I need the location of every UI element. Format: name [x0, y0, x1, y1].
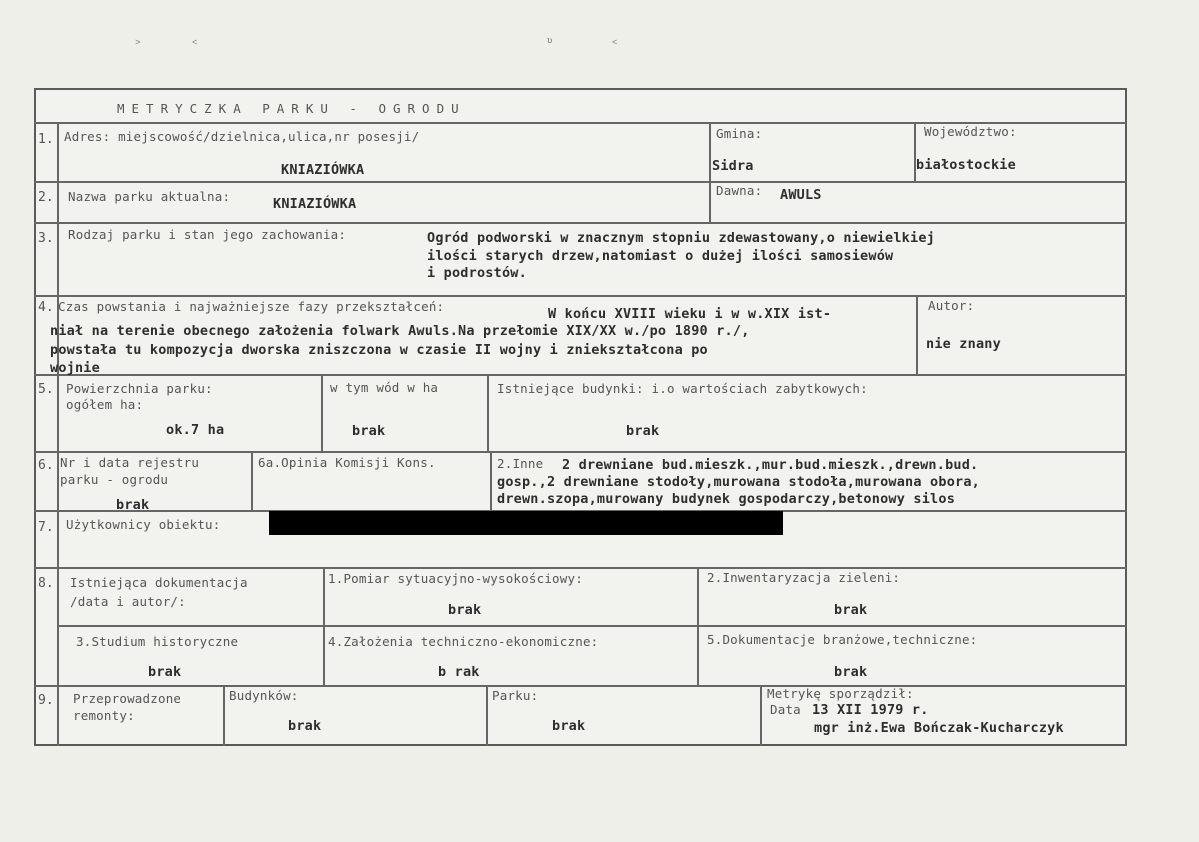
other-value-line1: 2 drewniane bud.mieszk.,mur.bud.mieszk.,drewn.bud. [562, 457, 979, 473]
voivodeship-label: Województwo: [924, 124, 1017, 139]
water-value: brak [352, 423, 386, 439]
history-value-line1: W końcu XVIII wieku i w w.XIX ist- [548, 306, 832, 322]
row-divider [58, 625, 1127, 627]
row-number: 1. [38, 132, 54, 147]
other-label: 2.Inne [497, 456, 544, 471]
former-name-label: Dawna: [716, 183, 763, 198]
paper-mark: ʋ [547, 36, 553, 46]
survey-label: 1.Pomiar sytuacyjno-wysokościowy: [328, 571, 583, 586]
col-divider [709, 122, 711, 181]
paper-mark: ˃ [135, 38, 141, 48]
history-value-line2: niał na terenie obecnego założenia folwark Awuls.Na przełomie XIX/XX w./po 1890 r./, [50, 323, 750, 339]
gmina-label: Gmina: [716, 126, 763, 141]
park-type-value-line2: ilości starych drzew,natomiast o dużej ilości samosiewów [427, 248, 894, 264]
row-number: 9. [38, 693, 54, 708]
row-divider [34, 685, 1127, 687]
water-label: w tym wód w ha [330, 380, 439, 395]
prepared-by-value: mgr inż.Ewa Bończak-Kucharczyk [814, 720, 1064, 736]
col-divider [916, 295, 918, 374]
users-label: Użytkownicy obiektu: [66, 517, 221, 532]
renovations-label-2: remonty: [73, 708, 135, 723]
number-column-divider [57, 122, 59, 746]
row-number: 7. [38, 520, 54, 535]
row-number: 5. [38, 382, 54, 397]
row-divider [34, 451, 1127, 453]
register-value: brak [116, 497, 150, 513]
author-label: Autor: [928, 298, 975, 313]
register-label-2: parku - ogrodu [60, 472, 169, 487]
paper-mark: ˂ [192, 38, 198, 48]
col-divider [487, 374, 489, 451]
documentation-label-2: /data i autor/: [70, 594, 186, 609]
row-divider [34, 222, 1127, 224]
col-divider [760, 685, 762, 746]
historical-study-label: 3.Studium historyczne [76, 634, 239, 649]
former-name-value: AWULS [780, 187, 822, 203]
park-name-value: KNIAZIÓWKA [273, 196, 357, 212]
greenery-inventory-label: 2.Inwentaryzacja zieleni: [707, 570, 901, 585]
row-number: 4. [38, 300, 54, 315]
col-divider [486, 685, 488, 746]
col-divider [251, 451, 253, 510]
buildings-renovation-label: Budynków: [229, 688, 299, 703]
renovations-label-1: Przeprowadzone [73, 691, 182, 706]
other-value-line3: drewn.szopa,murowany budynek gospodarczy,betonowy silos [497, 491, 956, 507]
sector-documentation-value: brak [834, 664, 868, 680]
row-number: 3. [38, 231, 54, 246]
technical-assumptions-value: b rak [438, 664, 480, 680]
voivodeship-value: białostockie [916, 157, 1016, 173]
park-name-label: Nazwa parku aktualna: [68, 189, 231, 204]
gmina-value: Sidra [712, 158, 754, 174]
area-value: ok.7 ha [166, 422, 225, 438]
col-divider [490, 451, 492, 510]
date-label: Data [770, 702, 801, 717]
row-divider [34, 295, 1127, 297]
park-type-value-line1: Ogród podworski w znacznym stopniu zdewastowany,o niewielkiej [427, 230, 935, 246]
form-title: METRYCZKA PARKU - OGRODU [117, 101, 466, 116]
documentation-label-1: Istniejąca dokumentacja [70, 575, 248, 590]
park-type-label: Rodzaj parku i stan jego zachowania: [68, 227, 347, 242]
park-renovation-value: brak [552, 718, 586, 734]
prepared-by-label: Metrykę sporządził: [767, 686, 914, 701]
row-divider [34, 567, 1127, 569]
row-divider [34, 374, 1127, 376]
col-divider [321, 374, 323, 451]
paper-mark: ˂ [612, 38, 618, 48]
buildings-renovation-value: brak [288, 718, 322, 734]
register-label-1: Nr i data rejestru [60, 455, 200, 470]
row-number: 2. [38, 190, 54, 205]
buildings-value: brak [626, 423, 660, 439]
col-divider [709, 181, 711, 222]
address-value: KNIAZIÓWKA [281, 162, 365, 178]
row-number: 6. [38, 458, 54, 473]
col-divider [697, 567, 699, 685]
survey-value: brak [448, 602, 482, 618]
area-label-2: ogółem ha: [66, 397, 144, 412]
technical-assumptions-label: 4.Założenia techniczno-ekonomiczne: [328, 634, 599, 649]
park-renovation-label: Parku: [492, 688, 539, 703]
park-type-value-line3: i podrostów. [427, 265, 527, 281]
history-value-line4: wojnie [50, 360, 100, 376]
historical-study-value: brak [148, 664, 182, 680]
author-value: nie znany [926, 336, 1001, 352]
address-label: Adres: miejscowość/dzielnica,ulica,nr posesji/ [64, 129, 420, 144]
row-divider [34, 181, 1127, 183]
row-number: 8. [38, 576, 54, 591]
sector-documentation-label: 5.Dokumentacje branżowe,techniczne: [707, 632, 978, 647]
history-label: Czas powstania i najważniejsze fazy przekształceń: [58, 299, 445, 314]
col-divider [323, 567, 325, 685]
commission-opinion-label: 6a.Opinia Komisji Kons. [258, 455, 436, 470]
date-value: 13 XII 1979 r. [812, 702, 929, 718]
other-value-line2: gosp.,2 drewniane stodoły,murowana stodoła,murowana obora, [497, 474, 981, 490]
area-label-1: Powierzchnia parku: [66, 381, 213, 396]
col-divider [223, 685, 225, 746]
redaction-bar [269, 511, 783, 535]
buildings-label: Istniejące budynki: i.o wartościach zabytkowych: [497, 381, 868, 396]
greenery-inventory-value: brak [834, 602, 868, 618]
history-value-line3: powstała tu kompozycja dworska zniszczona w czasie II wojny i zniekształcona po [50, 342, 708, 358]
